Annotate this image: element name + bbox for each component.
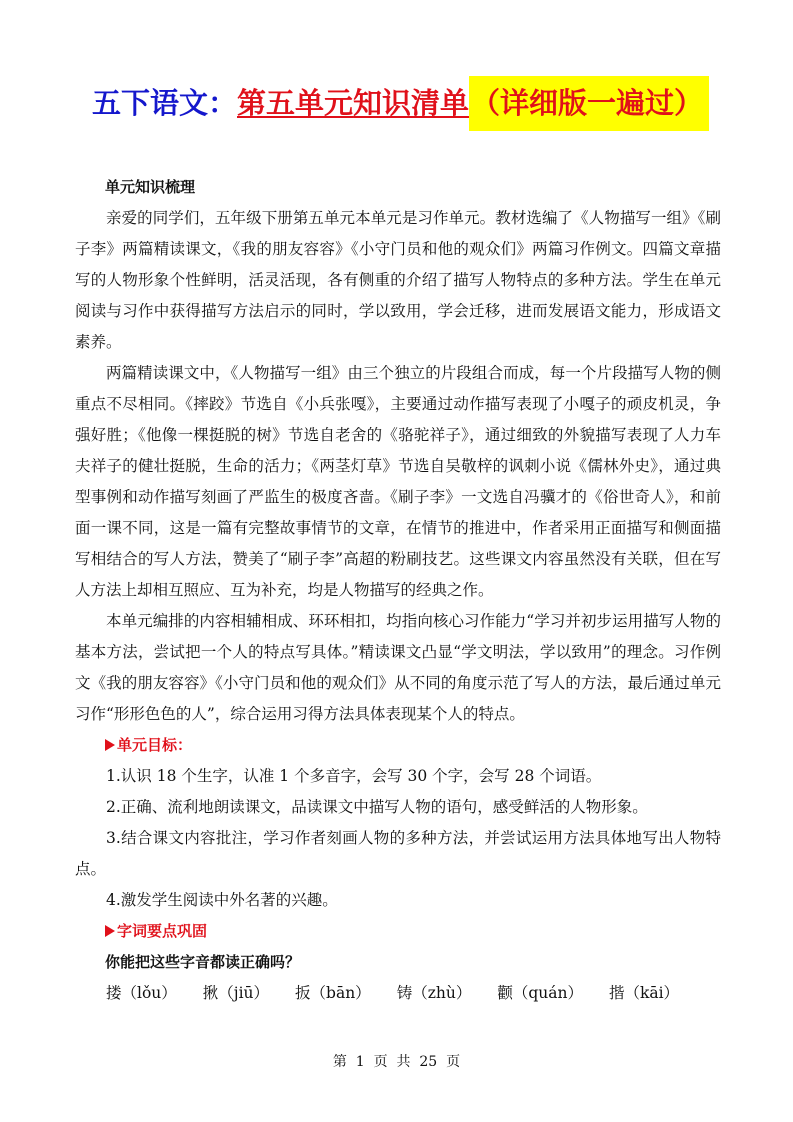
goal-item: 3.结合课文内容批注，学习作者刻画人物的多种方法，并尝试运用方法具体地写出人物特点。 [75,829,721,878]
vocab-heading [75,916,721,947]
pinyin-char: 颧（quán） [497,984,583,1002]
vocab-question: 你能把这些字音都读正确吗？ [105,953,301,971]
arrow-bullet-icon [105,739,115,751]
title-highlight: （详细版一遍过） [469,76,709,131]
pinyin-char-row [75,978,721,1009]
pinyin-char: 铸（zhù） [396,984,472,1002]
pinyin-char: 揪（jiū） [202,984,270,1002]
pinyin-char: 扳（bān） [295,984,371,1002]
goals-heading [75,730,721,761]
title-unit: 第五单元 [237,86,354,120]
goal-item: 4.激发学生阅读中外名著的兴趣。 [106,891,338,909]
arrow-bullet-icon [105,925,115,937]
overview-heading: 单元知识梳理 [105,178,196,196]
overview-paragraph: 本单元编排的内容相辅相成、环环相扣，均指向核心习作能力“学习并初步运用描写人物的基本方法，尝试把一个人的特点写具体。”精读课文凸显“学文明法，学以致用”的理念。习作例文《我的朋友容容》《小守门员和他的观众们》从不同的角度示范了写人的方法，最后通过单元习作“形形色色的人”，综合运用习得方法具体表现某个人的特点。 [75,612,721,723]
overview-paragraph: 亲爱的同学们，五年级下册第五单元本单元是习作单元。教材选编了《人物描写一组》《刷子李》两篇精读课文，《我的朋友容容》《小守门员和他的观众们》两篇习作例文。四篇文章描写的人物形象个性鲜明，活灵活现，各有侧重的介绍了描写人物特点的多种方法。学生在单元阅读与习作中获得描写方法启示的同时，学以致用，学会迁移，进而发展语文能力，形成语文素养。 [75,209,721,351]
goal-item: 1.认识 18 个生字，认准 1 个多音字，会写 30 个字，会写 28 个词语。 [106,767,602,785]
goals-heading-label: 单元目标： [117,736,193,754]
document-title [92,76,709,131]
title-knowledge-list: 知识清单 [353,86,470,120]
page-footer: 第 1 页 共 25 页 [332,1054,461,1070]
document-body [75,172,721,1009]
pinyin-char: 揩（kāi） [608,984,680,1002]
title-grade-subject: 五下语文： [92,86,238,120]
vocab-heading-label: 字词要点巩固 [117,922,208,940]
pinyin-char: 搂（lǒu） [106,984,177,1002]
overview-paragraph: 两篇精读课文中，《人物描写一组》由三个独立的片段组合而成，每一个片段描写人物的侧重点不尽相同。《摔跤》节选自《小兵张嘎》，主要通过动作描写表现了小嘎子的顽皮机灵，争强好胜；《他像一棵挺脱的树》节选自老舍的《骆驼祥子》，通过细致的外貌描写表现了人力车夫祥子的健壮挺脱，生命的活力；《两茎灯草》节选自吴敬梓的讽刺小说《儒林外史》，通过典型事例和动作描写刻画了严监生的极度吝啬。《刷子李》一文选自冯骥才的《俗世奇人》，和前面一课不同，这是一篇有完整故事情节的文章，在情节的推进中，作者采用正面描写和侧面描写相结合的写人方法，赞美了“刷子李”高超的粉刷技艺。这些课文内容虽然没有关联，但在写人方法上却相互照应、互为补充，均是人物描写的经典之作。 [75,364,721,599]
goal-item: 2.正确、流利地朗读课文，品读课文中描写人物的语句，感受鲜活的人物形象。 [106,798,648,816]
